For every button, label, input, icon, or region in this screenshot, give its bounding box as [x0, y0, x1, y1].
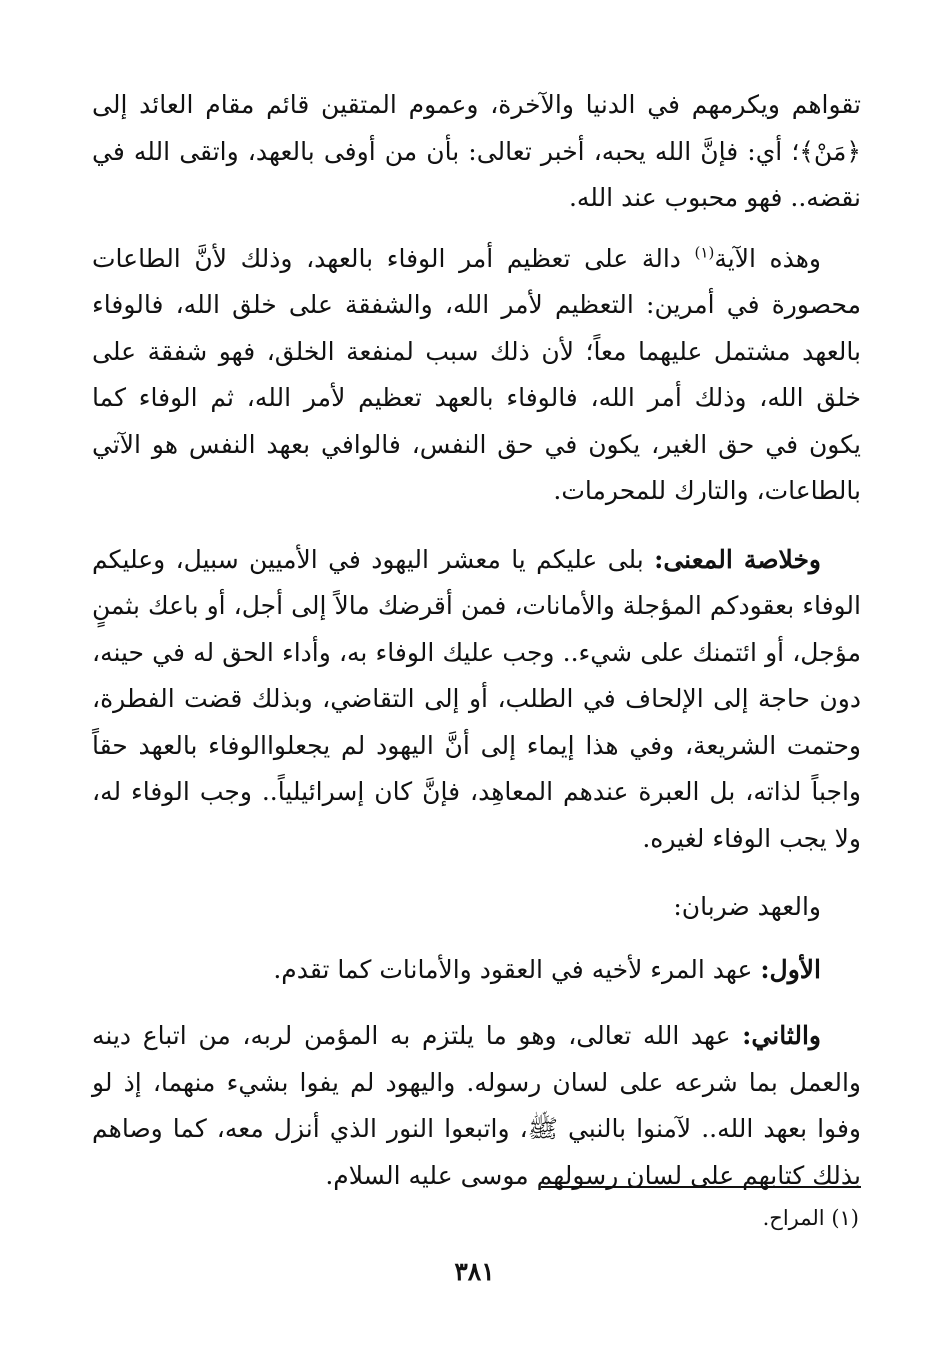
footnote-text: المراح. [762, 1206, 825, 1230]
footnote-number: (١) [831, 1206, 859, 1230]
verse-significance-opening: وهذه الآية [714, 243, 821, 273]
second-type-text: عهد الله تعالى، وهو ما يلتزم به المؤمن لربه، من اتباع دينه والعمل بما شرعه على لسان رسوله. واليهود لم يفوا بشيء منهما، إذ لو وفوا بعهد الله.. لآمنوا بالنبي ﷺ، واتبعوا النور الذي أنزل معه، كما وصاهم بذلك كتابهم على لسان رسولهم موسى عليه السلام. [92, 1021, 861, 1190]
verse-significance-text: دالة على تعظيم أمر الوفاء بالعهد، وذلك لأنَّ الطاعات محصورة في أمرين: التعظيم لأمر الله، والشفقة على خلق الله، فالوفاء بالعهد مشتمل عليهما معاً؛ لأن ذلك سبب لمنفعة الخلق، فهو شفقة على خلق الله، وذلك أمر الله، فالوفاء بالعهد تعظيم لأمر الله، ثم الوفاء كما يكون في حق الغير، يكون في حق النفس، فالوافي بعهد النفس هو الآتي بالطاعات، والتارك للمحرمات. [92, 243, 861, 505]
first-type-text: عهد المرء لأخيه في العقود والأمانات كما تقدم. [273, 954, 761, 984]
paragraph-intro [92, 82, 861, 222]
summary-text: بلى عليكم يا معشر اليهود في الأميين سبيل، وعليكم الوفاء بعقودكم المؤجلة والأمانات، فمن أقرضك مالاً إلى أجل، أو باعك بثمنٍ مؤجل، أو ائتمنك على شيء.. وجب عليك الوفاء به، وأداء الحق له في حينه، دون حاجة إلى الإلحاف في الطلب، أو إلى التقاضي، وبذلك قضت الفطرة، وحتمت الشريعة، وفي هذا إيماء إلى أنَّ اليهود لم يجعلواالوفاء بالعهد حقاً واجباً لذاته، بل العبرة عندهم المعاهِد، فإنَّ كان إسرائيلياً.. وجب الوفاء له، ولا يجب الوفاء لغيره. [92, 544, 862, 853]
footnote-reference: (١) [694, 243, 715, 262]
page-number: ٣٨١ [454, 1257, 495, 1286]
first-type-heading: الأول: [760, 954, 821, 984]
covenant-types-text: والعهد ضربان: [673, 892, 821, 921]
paragraph-summary [92, 537, 861, 863]
paragraph-first-type [92, 947, 861, 994]
paragraph-second-type [92, 1013, 861, 1199]
paragraph-intro-text: تقواهم ويكرمهم في الدنيا والآخرة، وعموم المتقين قائم مقام العائد إلى ﴿مَنْ﴾؛ أي: فإنَّ الله يحبه، أخبر تعالى: بأن من أوفى بالعهد، واتقى الله في نقضه.. فهو محبوب عند الله. [92, 90, 861, 212]
second-type-heading: والثاني: [742, 1021, 821, 1050]
summary-heading: وخلاصة المعنى: [654, 544, 821, 574]
footnote [763, 1198, 859, 1238]
paragraph-verse-significance [92, 236, 861, 515]
paragraph-covenant-types [92, 884, 861, 931]
footnote-separator [541, 1186, 861, 1188]
